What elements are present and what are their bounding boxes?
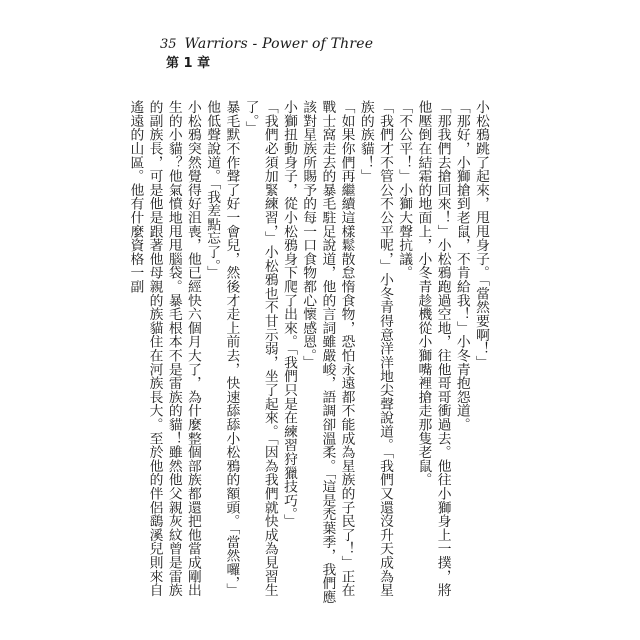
page-number: 35: [160, 37, 177, 52]
paragraph: 「不公平！」小獅大聲抗議。: [396, 100, 413, 280]
paragraph: 小獅扭動身子，從小松鴉身下爬了出來。「我們只是在練習狩獵技巧。」: [280, 100, 297, 528]
paragraph: 「我們必須加緊練習，」小松鴉也不甘示弱，坐了起來。「因為我們就快成為見習生了。」: [242, 100, 278, 597]
paragraph: 「那好，小獅搶到老鼠，不肯給我！」小冬青抱怨道。: [453, 100, 470, 432]
paragraph: 「如果你們再繼續這樣鬆散怠惰食物，恐怕永遠都不能成為星族的子民了！」正在戰士窩走去的暴毛駐足說道，他的言詞雖嚴峻，語調卻溫柔。「這是禿葉季，我們應該對星族所賜予的每一口食物都心懷感恩。」: [300, 100, 355, 604]
paragraph: 小松鴉跳了起來，甩甩身子。「當然要啊！」: [473, 100, 489, 370]
paragraph: 小松鴉突然覺得好沮喪，他已經快六個月大了，為什麼整個部族都還把他當成剛出生的小貓？他氣憤地甩甩腦袋。暴毛根本不是雷族的貓！雖然他父親灰紋曾是雷族的副族長，可是他是跟著他母親的族貓住在河族長大。至於他的伴侶鷂溪兒則來自遙遠的山區。他有什麼資格一副: [127, 100, 201, 597]
body-text: [127, 100, 490, 610]
chapter-heading: 第 1 章: [166, 56, 211, 71]
book-title: Warriors - Power of Three: [184, 36, 374, 52]
paragraph: 「我們才不管公不公平呢，」小冬青得意洋洋地尖聲說道。「我們又還沒升天成為星族的族貓！」: [357, 100, 393, 597]
paragraph: 暴毛默不作聲了好一會兒，然後才走上前去，快速舔舔小松鴉的額頭。「當然囉，」他低聲說道。「我差點忘了。」: [204, 100, 240, 597]
running-header: [160, 36, 373, 52]
paragraph: 「那我們去搶回來！」小松鴉跑過空地，往他哥哥衝過去。他往小獅身上一撲，將他壓倒在結霜的地面上，小冬青趁機從小獅嘴裡搶走那隻老鼠。: [415, 100, 451, 597]
